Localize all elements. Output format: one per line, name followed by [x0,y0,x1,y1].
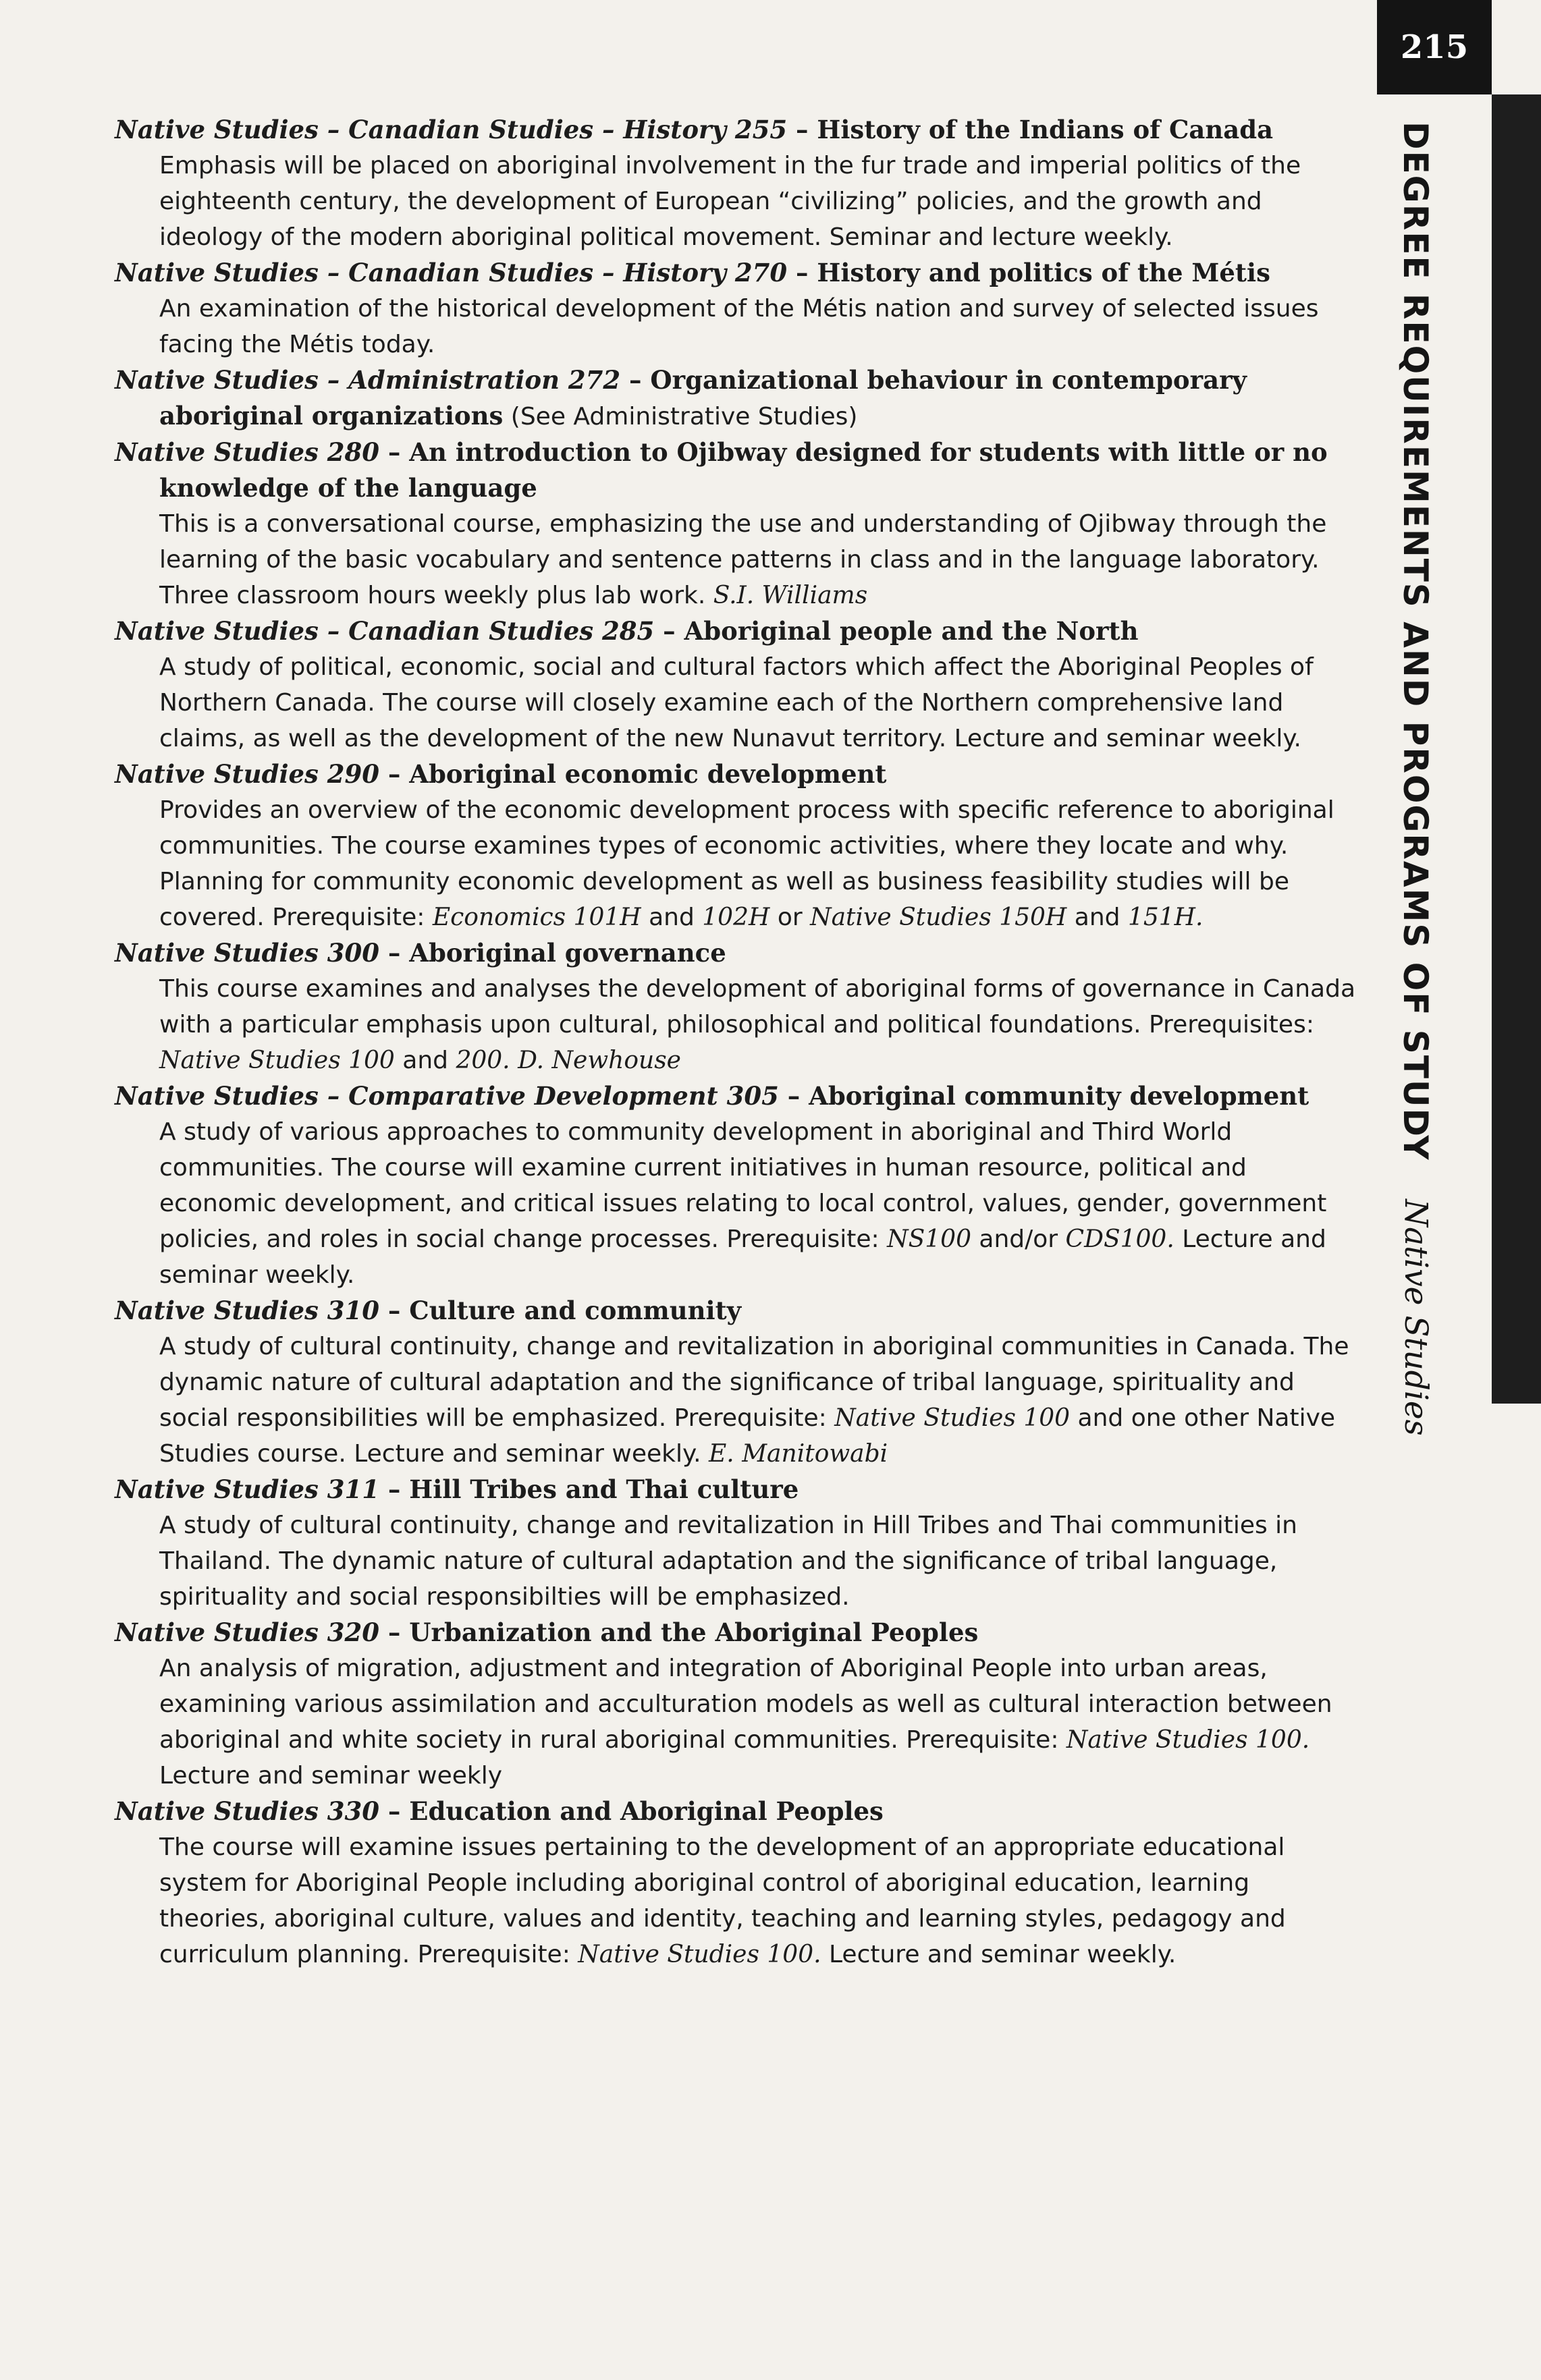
description-segment: and [641,904,703,931]
course-code: Native Studies 300 [115,938,379,968]
description-italic-segment: Native Studies 150H [810,904,1067,931]
description-italic-segment: 200. D. Newhouse [456,1047,681,1074]
course-heading [115,1293,1363,1329]
course-title: Organizational behaviour in contemporary aboriginal organizations [159,365,1247,431]
course-description [115,1829,1363,1972]
course-description [115,1507,1363,1615]
page-number: 215 [1377,0,1492,94]
course-description [115,291,1363,362]
course-entry [115,1472,1363,1615]
description-segment: The course will examine issues pertaining to the development of an appropriate educational system for Aboriginal People including aboriginal control of aboriginal education, learning theories, aboriginal culture, values and identity, teaching and learning styles, pedagogy and curriculum planning. Prerequisite: [159,1833,1286,1968]
subsection-label: Native Studies [1397,1198,1434,1436]
description-segment: A study of political, economic, social and cultural factors which affect the Aboriginal Peoples of Northern Canada. The course will closely examine each of the Northern comprehensive land claims, as well as the development of the new Nunavut territory. Lecture and seminar weekly. [159,653,1314,752]
course-title: Aboriginal community development [809,1081,1309,1111]
course-separator: – [379,1474,410,1504]
description-segment: An examination of the historical development of the Métis nation and survey of selected issues facing the Métis today. [159,295,1319,358]
course-code: Native Studies – Canadian Studies 285 [115,616,655,646]
course-heading [115,1615,1363,1651]
course-entry [115,1078,1363,1293]
description-italic-segment: 102H [702,904,770,931]
course-heading [115,613,1363,649]
course-heading [115,935,1363,971]
description-italic-segment: Economics 101H [432,904,641,931]
course-cross-reference: (See Administrative Studies) [503,403,858,431]
side-bar-gap [1492,0,1541,94]
course-entry [115,1293,1363,1472]
course-description [115,971,1363,1078]
course-separator: – [379,938,410,968]
description-segment: and one other Native Studies course. Lecture and seminar weekly. [159,1404,1336,1468]
course-code: Native Studies 310 [115,1296,379,1325]
course-separator: – [778,1081,809,1111]
description-segment: and [394,1047,456,1074]
course-entry [115,112,1363,255]
course-code: Native Studies – Canadian Studies – History 255 [115,115,788,144]
course-heading [115,362,1363,435]
course-description [115,506,1363,613]
course-title: Hill Tribes and Thai culture [409,1474,799,1504]
course-heading [115,435,1363,506]
course-code: Native Studies 330 [115,1796,379,1826]
description-segment: and/or [971,1225,1066,1253]
course-title: Culture and community [409,1296,742,1325]
course-entry [115,255,1363,362]
course-entry [115,1794,1363,1972]
description-italic-segment: S.I. Williams [713,582,868,609]
course-separator: – [654,616,684,646]
course-heading [115,255,1363,291]
course-code: Native Studies 290 [115,759,379,789]
course-heading [115,1794,1363,1829]
course-title: Aboriginal economic development [409,759,887,789]
description-segment: or [769,904,811,931]
course-title: History of the Indians of Canada [817,115,1274,144]
description-segment: An analysis of migration, adjustment and integration of Aboriginal People into urban areas, examining various assimilation and acculturation models as well as cultural interaction between aboriginal and white society in rural aboriginal communities. Prerequisite: [159,1655,1332,1754]
description-italic-segment: CDS100. [1065,1225,1174,1253]
section-side-label [1396,121,1435,1436]
course-description [115,649,1363,756]
course-separator: – [379,759,410,789]
course-description [115,1114,1363,1293]
description-italic-segment: NS100 [887,1225,971,1253]
course-description [115,148,1363,255]
course-heading [115,756,1363,792]
description-italic-segment: Native Studies 100 [834,1404,1071,1432]
course-separator: – [379,1296,410,1325]
course-entry [115,613,1363,756]
description-italic-segment: Native Studies 100. [1066,1726,1310,1754]
course-code: Native Studies 280 [115,437,379,467]
course-separator: – [787,258,817,287]
course-title: Education and Aboriginal Peoples [409,1796,884,1826]
course-separator: – [620,365,651,395]
course-entry [115,756,1363,935]
course-code: Native Studies – Canadian Studies – History 270 [115,258,788,287]
course-code: Native Studies – Comparative Development 305 [115,1081,779,1111]
course-code: Native Studies 311 [115,1474,379,1504]
description-italic-segment: E. Manitowabi [709,1440,888,1468]
side-tab-bar [1492,94,1541,1404]
course-code: Native Studies – Administration 272 [115,365,621,395]
description-segment: A study of cultural continuity, change and revitalization in aboriginal communities in Canada. The dynamic nature of cultural adaptation and the significance of tribal language, spirituality and social responsibilities will be emphasized. Prerequisite: [159,1333,1349,1432]
description-segment: A study of various approaches to community development in aboriginal and Third World communities. The course will examine current initiatives in human resource, political and economic development, and critical issues relating to local control, values, gender, government policies, and roles in social change processes. Prerequisite: [159,1118,1327,1253]
description-segment: Lecture and seminar weekly. [159,1225,1326,1289]
description-segment: A study of cultural continuity, change and revitalization in Hill Tribes and Thai communities in Thailand. The dynamic nature of cultural adaptation and the significance of tribal language, spirituality and social responsibilties will be emphasized. [159,1512,1297,1611]
course-description [115,792,1363,935]
course-title: An introduction to Ojibway designed for students with little or no knowledge of the language [159,437,1328,503]
description-segment: Emphasis will be placed on aboriginal involvement in the fur trade and imperial politics of the eighteenth century, the development of European “civilizing” policies, and the growth and ideology of the modern aboriginal political movement. Seminar and lecture weekly. [159,152,1301,251]
course-title: Urbanization and the Aboriginal Peoples [409,1617,979,1647]
section-label: DEGREE REQUIREMENTS AND PROGRAMS OF STUDY [1396,121,1435,1161]
description-italic-segment: Native Studies 100. [578,1941,821,1968]
description-segment: Provides an overview of the economic development process with specific reference to aboriginal communities. The course examines types of economic activities, where they locate and why. Planning for community economic development as well as business feasibility studies will be covered. Prerequisite: [159,796,1334,931]
course-entry [115,362,1363,435]
course-separator: – [379,437,410,467]
description-segment: Lecture and seminar weekly [159,1762,503,1790]
description-segment: Lecture and seminar weekly. [821,1941,1177,1968]
course-heading [115,1078,1363,1114]
course-entry [115,435,1363,613]
description-segment: and [1066,904,1128,931]
course-heading [115,1472,1363,1507]
course-separator: – [379,1617,410,1647]
course-description [115,1329,1363,1472]
course-entry [115,935,1363,1078]
course-heading [115,112,1363,148]
course-title: History and politics of the Métis [817,258,1270,287]
course-title: Aboriginal governance [409,938,726,968]
course-listing [115,112,1363,1972]
description-segment: This course examines and analyses the development of aboriginal forms of governance in Canada with a particular emphasis upon cultural, philosophical and political foundations. Prerequisites: [159,975,1356,1039]
description-italic-segment: 151H. [1127,904,1204,931]
course-separator: – [787,115,817,144]
course-description [115,1651,1363,1794]
course-entry [115,1615,1363,1794]
course-code: Native Studies 320 [115,1617,379,1647]
course-title: Aboriginal people and the North [684,616,1139,646]
course-separator: – [379,1796,410,1826]
description-italic-segment: Native Studies 100 [159,1047,395,1074]
description-segment: This is a conversational course, emphasizing the use and understanding of Ojibway through the learning of the basic vocabulary and sentence patterns in class and in the language laboratory. Three classroom hours weekly plus lab work. [159,510,1327,609]
